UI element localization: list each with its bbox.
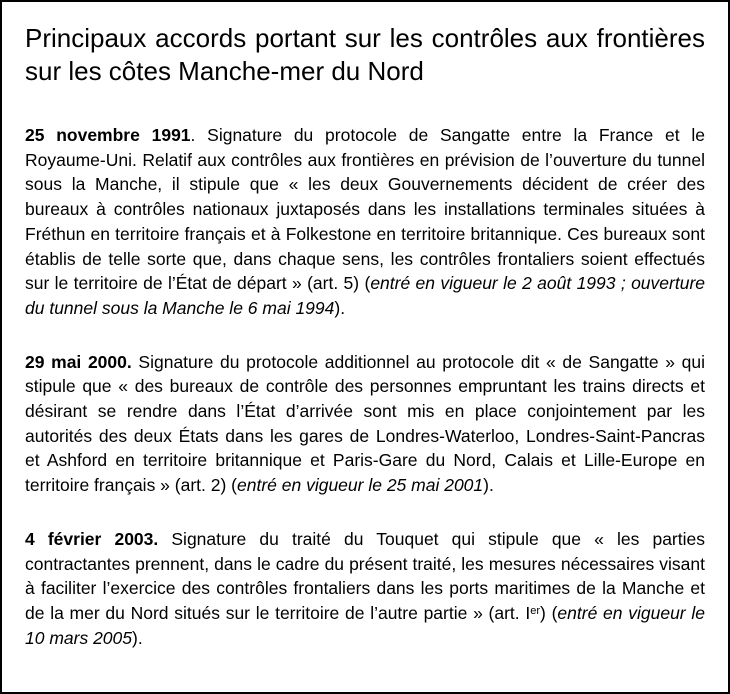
- paragraph-2003-entry-into-force-note: entré en vigueur le 10 mars 2005: [25, 602, 705, 648]
- paragraph-traite-touquet-2003: [25, 527, 705, 651]
- paragraph-protocole-additionnel-2000: [25, 350, 705, 498]
- paragraph-sangatte-1991: [25, 123, 705, 321]
- article-premier-ordinal: er: [530, 604, 541, 617]
- date-1991: 25 novembre 1991: [25, 125, 191, 145]
- paragraph-2000-body: Signature du protocole additionnel au protocole dit « de Sangatte » qui stipule que « des bureaux de contrôle des personnes empruntant les trains directs et désirant se rendre dans l’État d’arrivée sont mis en place conjointement par les autorités des deux États dans les gares de Londres-Waterloo, Londres-Saint-Pancras et Ashford en territoire britannique et Paris-Gare du Nord, Calais et Lille-Europe en territoire français » (art. 2) (: [25, 351, 706, 496]
- date-2003: 4 février 2003.: [25, 528, 159, 549]
- document-title: Principaux accords portant sur les contrôles aux frontières sur les côtes Manche-mer du Nord: [25, 23, 705, 86]
- paragraph-2003-body: Signature du traité du Touquet qui stipule que « les parties contractantes prennent, dans le cadre du présent traité, les mesures nécessaires visant à faciliter l’exercice des contrôles frontaliers dans les ports maritimes de la Manche et de la mer du Nord situés sur le territoire de l’autre partie » (art. I: [25, 528, 705, 623]
- paragraph-1991-closing: ).: [334, 297, 346, 318]
- paragraph-1991-entry-into-force-note: entré en vigueur le 2 août 1993 ; ouverture du tunnel sous la Manche le 6 mai 1994: [25, 273, 705, 318]
- paragraph-2003-closing: ).: [132, 627, 143, 648]
- paragraph-2000-closing: ).: [483, 475, 494, 496]
- paragraph-1991-body: . Signature du protocole de Sangatte entre la France et le Royaume-Uni. Relatif aux contrôles aux frontières en prévision de l’ouverture du tunnel sous la Manche, il stipule que « les deux Gouvernements décident de créer des bureaux à contrôles nationaux juxtaposés dans les installations terminales situées à Fréthun en territoire français et à Folkestone en territoire britannique. Ces bureaux sont établis de telle sorte que, dans chaque sens, les contrôles frontaliers soient effectués sur le territoire de l’État de départ » (art. 5) (: [25, 125, 705, 294]
- paragraph-2003-parenthesis: ) (: [540, 602, 558, 623]
- paragraph-2000-entry-into-force-note: entré en vigueur le 25 mai 2001: [237, 475, 484, 496]
- date-2000: 29 mai 2000.: [25, 351, 132, 372]
